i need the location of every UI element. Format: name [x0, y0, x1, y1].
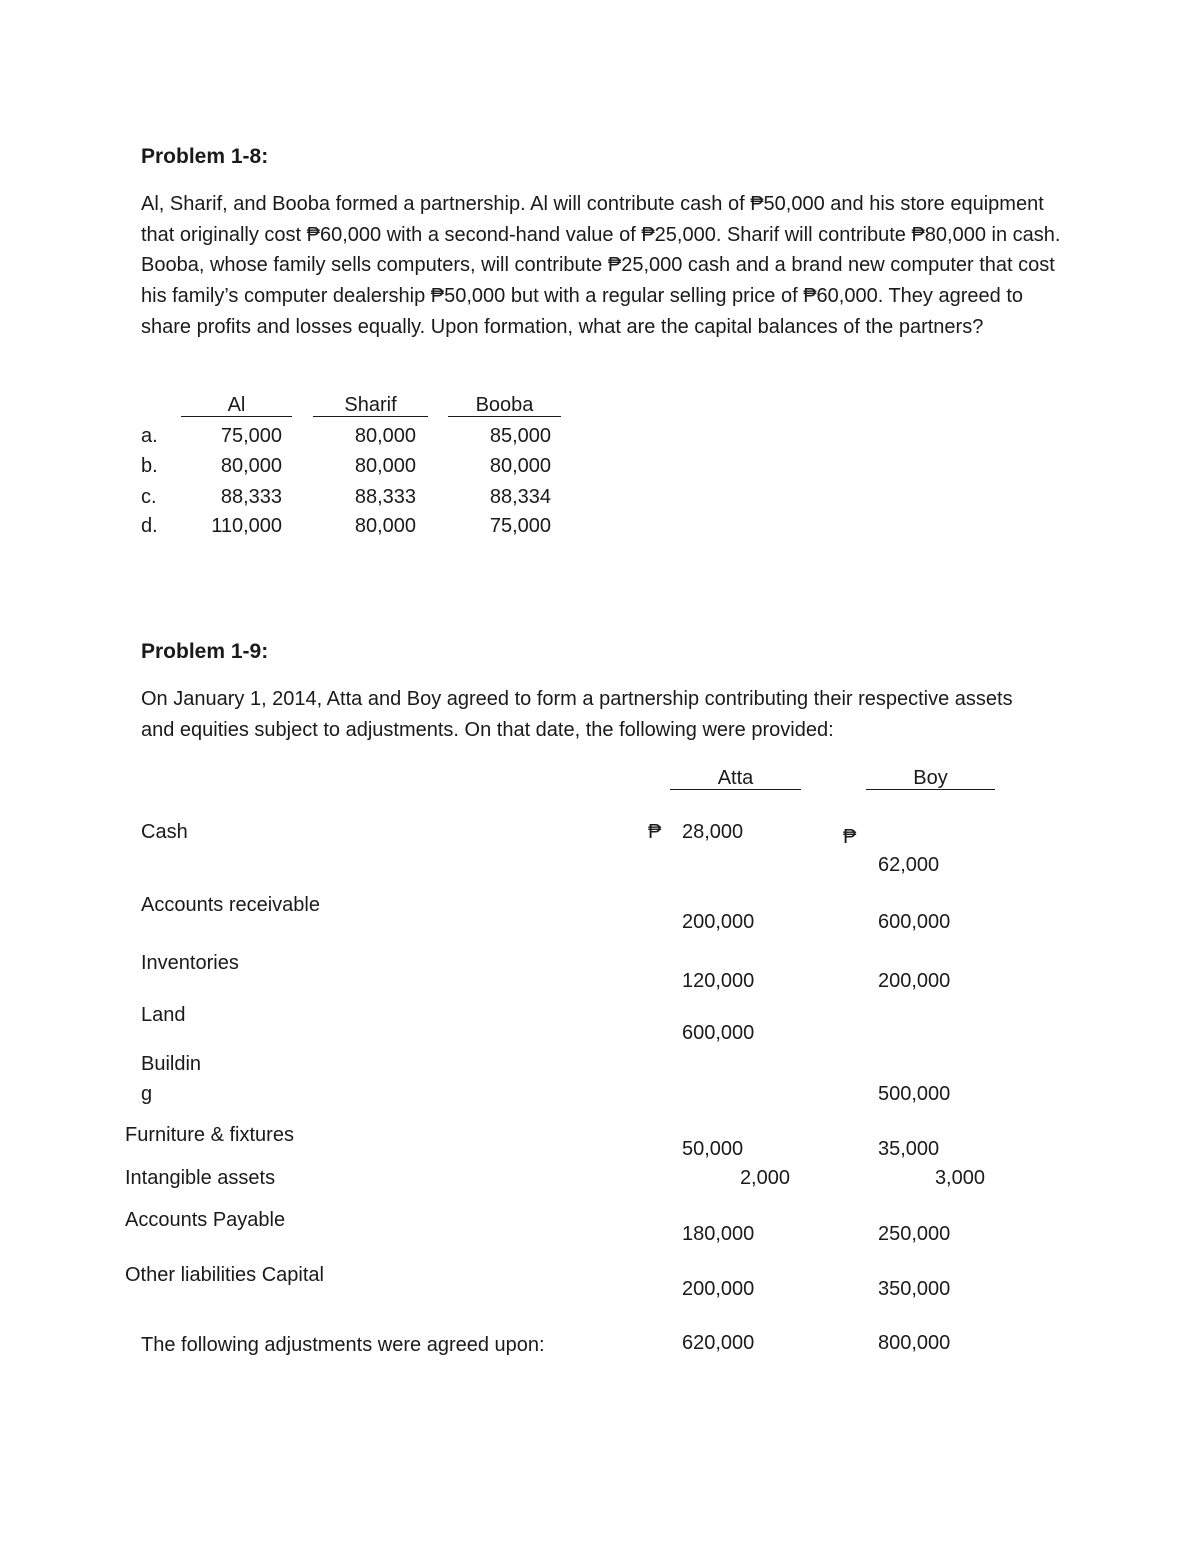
- choice-value-booba: 80,000: [489, 455, 551, 477]
- value-atta: 50,000: [682, 1138, 744, 1160]
- row-label: Accounts receivable: [141, 894, 320, 916]
- value-atta: 2,000: [739, 1167, 790, 1189]
- choice-letter: b.: [141, 455, 158, 477]
- value-atta: 620,000: [682, 1332, 755, 1354]
- column-header-booba: Booba: [448, 394, 561, 417]
- value-atta: 600,000: [682, 1022, 755, 1044]
- choice-value-booba: 85,000: [489, 425, 551, 447]
- column-header-sharif: Sharif: [313, 394, 428, 417]
- choice-value-al: 80,000: [220, 455, 282, 477]
- problem-1-8-heading: Problem 1-8:: [141, 145, 269, 168]
- choice-value-sharif: 88,333: [354, 486, 416, 508]
- value-boy: 200,000: [878, 970, 951, 992]
- problem-1-9-heading: Problem 1-9:: [141, 640, 269, 663]
- column-header-boy: Boy: [866, 767, 995, 790]
- row-label-wrap: g: [141, 1083, 153, 1105]
- problem-1-8-paragraph: Al, Sharif, and Booba formed a partnership. Al will contribute cash of ₱50,000 and his store equipment that originally cost ₱60,000 with a second-hand value of ₱25,000. Sharif will contribute ₱80,000 in cash. Booba, whose family sells computers, will contribute ₱25,000 cash and a brand new computer that cost his family’s computer dealership ₱50,000 but with a regular selling price of ₱60,000. They agreed to share profits and losses equally. Upon formation, what are the capital balances of the partners?: [141, 193, 1061, 338]
- choice-value-booba: 88,334: [489, 486, 551, 508]
- choice-value-sharif: 80,000: [354, 455, 416, 477]
- choice-value-sharif: 80,000: [354, 515, 416, 537]
- value-boy: 350,000: [878, 1278, 951, 1300]
- choice-value-sharif: 80,000: [354, 425, 416, 447]
- peso-sign: ₱: [648, 821, 662, 843]
- row-label: Inventories: [141, 952, 239, 974]
- row-label: Buildin: [141, 1053, 202, 1075]
- choice-letter: c.: [141, 486, 157, 508]
- column-header-atta: Atta: [670, 767, 801, 790]
- value-atta: 120,000: [682, 970, 755, 992]
- row-label: Cash: [141, 821, 188, 843]
- row-label: Intangible assets: [125, 1167, 276, 1189]
- choice-letter: d.: [141, 515, 158, 537]
- value-boy: 500,000: [878, 1083, 951, 1105]
- value-boy: 800,000: [878, 1332, 951, 1354]
- value-boy: 600,000: [878, 911, 951, 933]
- choice-value-al: 75,000: [220, 425, 282, 447]
- row-label: Other liabilities Capital: [125, 1264, 324, 1286]
- value-boy: 3,000: [934, 1167, 985, 1189]
- adjustments-text: The following adjustments were agreed upon:: [141, 1334, 545, 1356]
- value-atta: 200,000: [682, 1278, 755, 1300]
- value-atta: 180,000: [682, 1223, 755, 1245]
- problem-1-9-paragraph: On January 1, 2014, Atta and Boy agreed to form a partnership contributing their respective assets and equities subject to adjustments. On that date, the following were provided:: [141, 688, 1013, 741]
- row-label: Furniture & fixtures: [125, 1124, 294, 1146]
- value-atta: 200,000: [682, 911, 755, 933]
- row-label: Accounts Payable: [125, 1209, 286, 1231]
- choice-value-al: 88,333: [220, 486, 282, 508]
- row-label: Land: [141, 1004, 186, 1026]
- choice-value-booba: 75,000: [489, 515, 551, 537]
- column-header-al: Al: [181, 394, 292, 417]
- choice-letter: a.: [141, 425, 158, 447]
- value-atta: 28,000: [682, 821, 744, 843]
- value-boy: 35,000: [878, 1138, 940, 1160]
- peso-sign: ₱: [843, 826, 857, 848]
- value-boy: 250,000: [878, 1223, 951, 1245]
- choice-value-al: 110,000: [211, 515, 282, 537]
- value-boy: 62,000: [878, 854, 940, 876]
